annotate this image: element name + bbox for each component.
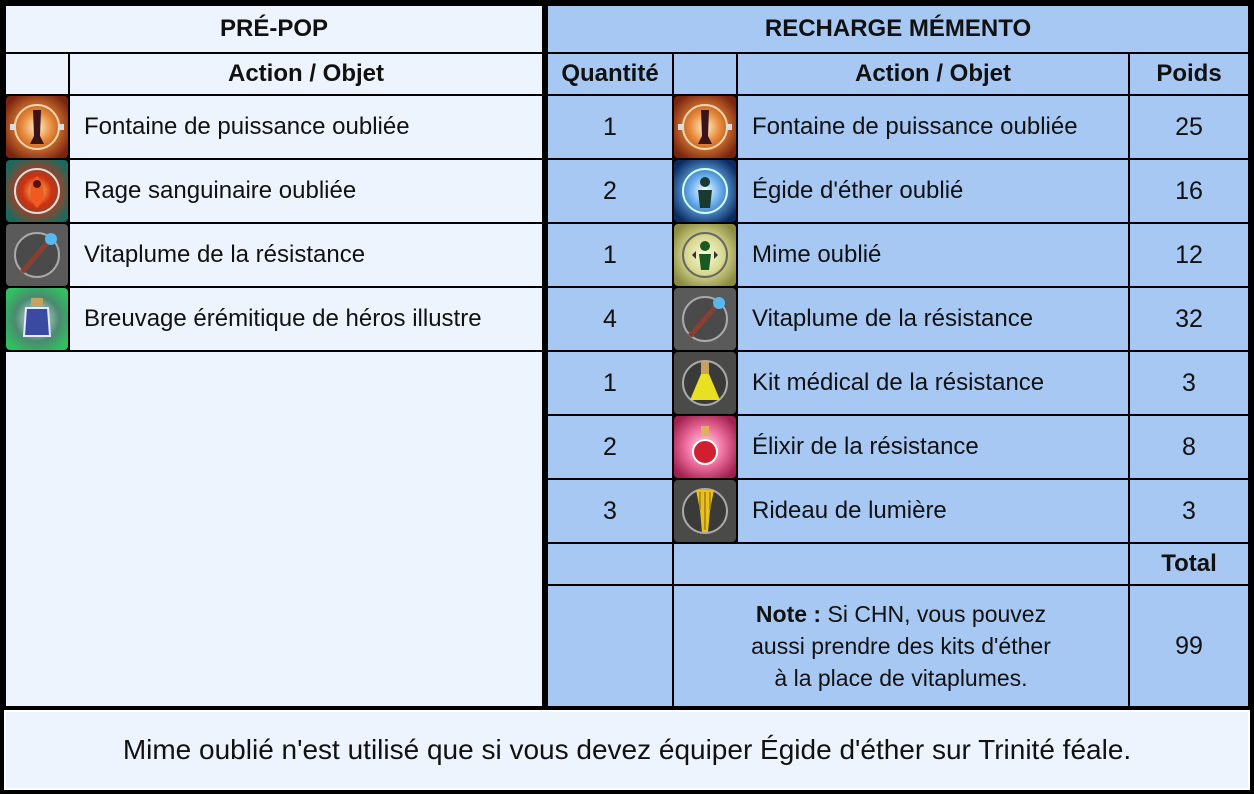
weight-cell: 12 <box>1130 224 1248 286</box>
forgotten-mime-icon <box>674 224 736 286</box>
blood-rage-icon <box>6 160 68 222</box>
prepop-icon-header <box>6 54 68 94</box>
total-label: Total <box>1130 544 1248 584</box>
recharge-row-label: Rideau de lumière <box>738 480 1128 542</box>
note-line-2: aussi prendre des kits d'éther <box>751 633 1051 659</box>
qty-cell: 2 <box>548 160 672 222</box>
qty-cell: 1 <box>548 352 672 414</box>
weight-cell: 3 <box>1130 352 1248 414</box>
ether-aegis-icon <box>674 160 736 222</box>
total-row-empty-qty <box>548 544 672 584</box>
total-value: 99 <box>1130 586 1248 706</box>
total-row-empty-action <box>674 544 1128 584</box>
note-label: Note : <box>755 601 822 627</box>
qty-cell: 4 <box>548 288 672 350</box>
qty-cell: 1 <box>548 96 672 158</box>
recharge-row-label: Vitaplume de la résistance <box>738 288 1128 350</box>
note-line-3: à la place de vitaplumes. <box>774 665 1028 691</box>
prepop-row-label: Fontaine de puissance oubliée <box>70 96 542 158</box>
weight-cell: 16 <box>1130 160 1248 222</box>
recharge-action-header: Action / Objet <box>738 54 1128 94</box>
weight-cell: 32 <box>1130 288 1248 350</box>
resistance-elixir-icon <box>674 416 736 478</box>
qty-cell: 1 <box>548 224 672 286</box>
recharge-title: RECHARGE MÉMENTO <box>548 6 1248 52</box>
qty-cell: 3 <box>548 480 672 542</box>
prepop-row-label: Vitaplume de la résistance <box>70 224 542 286</box>
prepop-title: PRÉ-POP <box>6 6 542 52</box>
note-line-1: Si CHN, vous pouvez <box>821 601 1047 627</box>
weight-header: Poids <box>1130 54 1248 94</box>
recharge-row-label: Mime oublié <box>738 224 1128 286</box>
recharge-row-label: Kit médical de la résistance <box>738 352 1128 414</box>
resistance-feather-icon <box>6 224 68 286</box>
note-row-empty-qty <box>548 586 672 706</box>
weight-cell: 3 <box>1130 480 1248 542</box>
weight-cell: 8 <box>1130 416 1248 478</box>
recharge-row-label: Fontaine de puissance oubliée <box>738 96 1128 158</box>
prepop-action-header: Action / Objet <box>70 54 542 94</box>
fountain-power-icon <box>674 96 736 158</box>
weight-cell: 25 <box>1130 96 1248 158</box>
recharge-icon-header <box>674 54 736 94</box>
prepop-row-label: Breuvage érémitique de héros illustre <box>70 288 542 350</box>
fountain-power-icon <box>6 96 68 158</box>
medical-kit-icon <box>674 352 736 414</box>
recharge-row-label: Égide d'éther oublié <box>738 160 1128 222</box>
note-text <box>674 586 1128 706</box>
hermit-brew-icon <box>6 288 68 350</box>
prepop-empty-area <box>6 352 542 706</box>
prepop-row-label: Rage sanguinaire oubliée <box>70 160 542 222</box>
resistance-feather-icon <box>674 288 736 350</box>
qty-cell: 2 <box>548 416 672 478</box>
light-curtain-icon <box>674 480 736 542</box>
recharge-row-label: Élixir de la résistance <box>738 416 1128 478</box>
footer-note: Mime oublié n'est utilisé que si vous devez équiper Égide d'éther sur Trinité féale. <box>4 710 1250 790</box>
qty-header: Quantité <box>548 54 672 94</box>
